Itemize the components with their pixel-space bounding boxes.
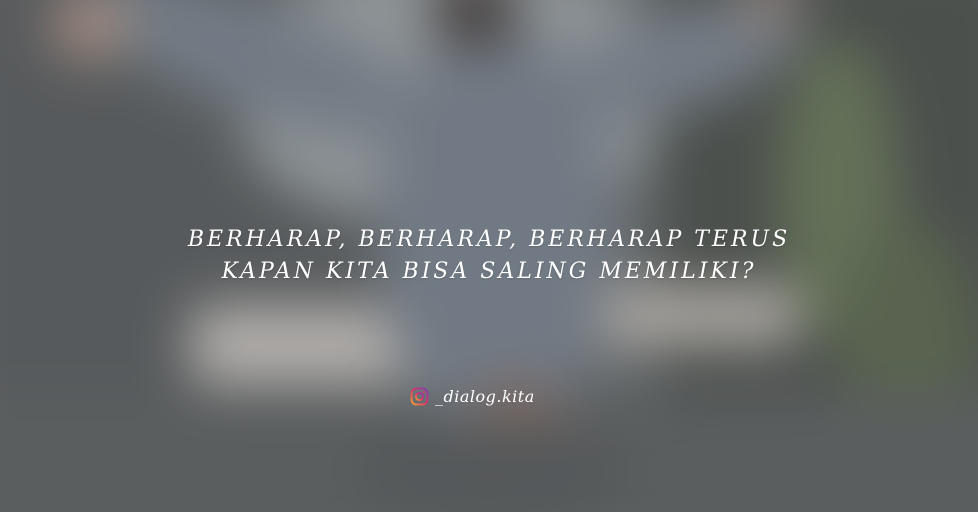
quote-line-2: KAPAN KITA BISA SALING MEMILIKI?: [221, 259, 757, 284]
quote-text: [0, 224, 978, 288]
quote-line-1: BERHARAP, BERHARAP, BERHARAP TERUS: [187, 227, 791, 252]
instagram-handle: _dialog.kita: [435, 386, 535, 406]
instagram-credit: [410, 384, 535, 408]
instagram-icon: [410, 387, 429, 406]
